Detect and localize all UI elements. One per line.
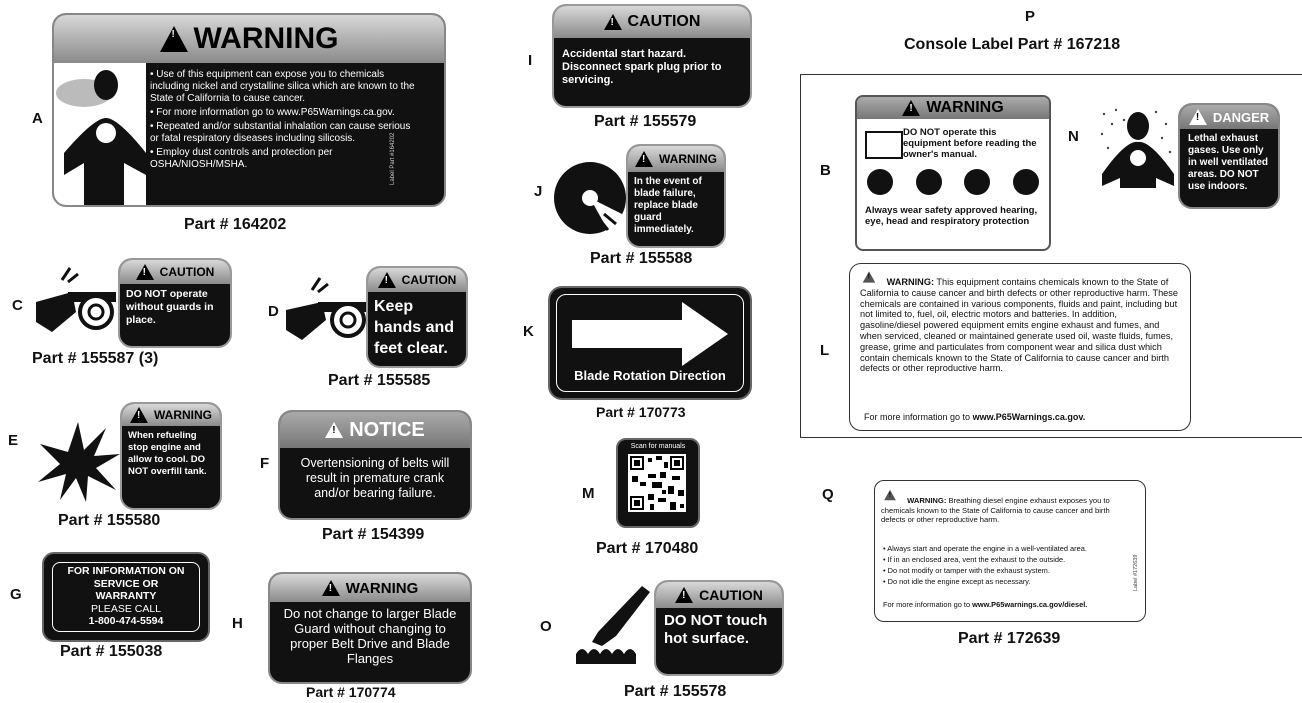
- decal-h-header-text: WARNING: [345, 579, 419, 597]
- decal-b-header-text: WARNING: [926, 99, 1004, 116]
- label-letter-m: M: [582, 485, 595, 502]
- decal-l-url: www.P65Warnings.ca.gov.: [972, 412, 1086, 422]
- decal-j-text: In the event of blade failure, replace blade guard immediately.: [634, 176, 702, 235]
- decal-b-text2: Always wear safety approved hearing, eye, head and respiratory protection: [865, 205, 1038, 227]
- decal-d-text: Keep hands and feet clear.: [374, 298, 455, 357]
- caution-triangle-icon: [136, 264, 154, 280]
- decal-j-warning: [626, 144, 726, 248]
- decal-i-header-text: CAUTION: [627, 13, 701, 30]
- label-letter-n: N: [1068, 128, 1079, 145]
- decal-g-service-info: [42, 552, 210, 642]
- decal-i-caution: [552, 4, 752, 108]
- guard-entanglement-icon: [32, 262, 118, 342]
- label-letter-b: B: [820, 162, 831, 179]
- decal-e-header-text: WARNING: [154, 408, 212, 422]
- hot-surface-hand-icon: [572, 584, 658, 666]
- eye-protection-icon: [916, 169, 942, 195]
- decal-b-warning: [855, 95, 1051, 251]
- decal-a-bullet: • For more information go to www.P65Warnings.ca.gov.: [150, 107, 395, 118]
- decal-o-header: [656, 582, 782, 608]
- label-letter-k: K: [523, 323, 534, 340]
- decal-j-header: [628, 146, 724, 172]
- decal-q-diesel-warning: [874, 480, 1146, 622]
- decal-h-warning: [268, 572, 472, 684]
- decal-i-header: [554, 6, 750, 38]
- decal-l-lead: WARNING:: [886, 277, 935, 287]
- decal-d-header: [368, 268, 466, 292]
- part-number-g: Part # 155038: [60, 643, 163, 660]
- decal-o-header-text: CAUTION: [699, 587, 763, 603]
- decal-a-header: [54, 15, 444, 63]
- warning-triangle-icon: [322, 580, 340, 596]
- decal-m-scan-text: Scan for manuals: [630, 443, 686, 450]
- decal-q-side-label: Label #172639: [1133, 554, 1139, 591]
- decal-e-header: [122, 404, 220, 426]
- decal-k-text: Blade Rotation Direction: [574, 368, 726, 383]
- decal-a-warning: [52, 13, 446, 207]
- part-number-c: Part # 155587 (3): [32, 350, 159, 367]
- label-letter-l: L: [820, 342, 830, 359]
- decal-a-header-text: WARNING: [193, 22, 339, 55]
- blade-failure-icon: [550, 158, 630, 238]
- label-letter-c: C: [12, 297, 23, 314]
- decal-o-text: DO NOT touch hot surface.: [664, 612, 768, 647]
- part-number-e: Part # 155580: [58, 512, 161, 529]
- warning-triangle-icon: [902, 100, 920, 116]
- part-number-q: Part # 172639: [958, 630, 1061, 647]
- decal-c-text: DO NOT operate without guards in place.: [126, 288, 214, 326]
- decal-f-text: Overtensioning of belts will result in premature crank and/or bearing failure.: [300, 456, 450, 500]
- warning-triangle-icon: [884, 490, 896, 500]
- decal-b-text1: DO NOT operate this equipment before reading the owner's manual.: [903, 127, 1037, 160]
- decal-l-more: For more information go to: [864, 412, 971, 422]
- part-number-a: Part # 164202: [184, 216, 287, 233]
- part-number-k: Part # 170773: [596, 404, 686, 420]
- qr-code-icon: [628, 454, 686, 512]
- decal-c-header: [120, 260, 230, 284]
- respiratory-protection-icon: [1013, 169, 1039, 195]
- label-letter-o: O: [540, 618, 552, 635]
- decal-g-line1: FOR INFORMATION ON: [67, 565, 185, 577]
- decal-a-bullet: • Use of this equipment can expose you to chemicals including nickel and crystalline silica which are known to the State of California to cause cancer.: [150, 69, 415, 104]
- console-label-title: Console Label Part # 167218: [904, 36, 1121, 53]
- decal-q-bullet: • Do not modify or tamper with the exhaust system.: [883, 566, 1050, 575]
- warning-triangle-icon: [863, 271, 876, 282]
- decal-j-header-text: WARNING: [659, 152, 717, 166]
- decal-o-caution: [654, 580, 784, 676]
- label-letter-i: I: [528, 52, 533, 69]
- decal-l-prop65: [849, 263, 1191, 431]
- decal-n-text: Lethal exhaust gases. Use only in well ventilated areas. DO NOT use indoors.: [1188, 133, 1269, 192]
- part-number-d: Part # 155585: [328, 372, 431, 389]
- part-number-o: Part # 155578: [624, 683, 727, 700]
- label-letter-d: D: [268, 303, 279, 320]
- decal-g-line3: WARRANTY: [95, 590, 157, 602]
- caution-triangle-icon: [604, 14, 622, 30]
- label-letter-j: J: [534, 183, 543, 200]
- decal-q-bullet: • If in an enclosed area, vent the exhaust to the outside.: [883, 555, 1066, 564]
- decal-q-more: For more information go to: [883, 600, 971, 609]
- decal-g-line4: PLEASE CALL: [90, 602, 162, 615]
- decal-a-bullet: • Employ dust controls and protection per OSHA/NIOSH/MSHA.: [150, 147, 333, 170]
- decal-g-phone: 1-800-474-5594: [88, 615, 164, 627]
- label-letter-a: A: [32, 110, 43, 127]
- decal-n-header: [1180, 105, 1278, 129]
- manual-book-icon: [865, 131, 903, 159]
- head-protection-icon: [964, 169, 990, 195]
- decal-i-text: Accidental start hazard. Disconnect spark plug prior to servicing.: [562, 48, 722, 86]
- decal-n-danger: [1178, 103, 1280, 209]
- decal-a-side-label: Label Part #164202: [390, 132, 396, 185]
- decal-f-header: [280, 412, 470, 448]
- warning-triangle-icon: [130, 407, 148, 423]
- notice-triangle-icon: [325, 422, 343, 438]
- decal-h-header: [270, 574, 470, 602]
- inhalation-person-icon: [54, 63, 146, 205]
- hearing-protection-icon: [867, 169, 893, 195]
- decal-q-body: Breathing diesel engine exhaust exposes you to chemicals known to the State of California to cause cancer and birth defects or other reproductive harm.: [881, 496, 1110, 524]
- decal-k-blade-rotation: [548, 286, 752, 400]
- warning-triangle-icon: [160, 26, 188, 52]
- decal-q-lead: WARNING:: [907, 496, 947, 505]
- decal-f-header-text: NOTICE: [349, 418, 425, 441]
- exhaust-inhalation-icon: [1096, 104, 1176, 188]
- decal-g-line2: SERVICE OR: [93, 577, 159, 590]
- decal-f-notice: [278, 410, 472, 520]
- decal-c-header-text: CAUTION: [159, 265, 215, 279]
- decal-q-url: www.P65warnings.ca.gov/diesel.: [972, 600, 1088, 609]
- label-letter-g: G: [10, 586, 22, 603]
- decal-e-text: When refueling stop engine and allow to cool. DO NOT overfill tank.: [128, 430, 207, 477]
- guard-entanglement-icon: [282, 276, 368, 346]
- label-letter-h: H: [232, 615, 243, 632]
- explosion-icon: [36, 420, 120, 502]
- decal-a-bullet: • Repeated and/or substantial inhalation can cause serious or fatal respiratory diseases including silicosis.: [150, 121, 411, 144]
- decal-m-qr: [616, 438, 700, 528]
- part-number-h: Part # 170774: [306, 684, 396, 700]
- part-number-j: Part # 155588: [590, 250, 693, 267]
- part-number-m: Part # 170480: [596, 540, 699, 557]
- decal-n-header-text: DANGER: [1212, 109, 1270, 125]
- warning-triangle-icon: [635, 151, 653, 167]
- decal-l-body: This equipment contains chemicals known to the State of California to cause cancer and birth defects or other reproductive harm. These chemicals are contained in various components, fluids and paint, including but not limited to, fuel, oil, electric motors and batteries. In addition, gasoline/diesel powered equipment emits engine exhaust and fumes, and when serviced, cleaned or maintained generate used oil, waste fluids, fumes, grease, grime and particulates from component wear and silica dust which contain chemicals known to the State of California to cause cancer and birth defects or other reproductive harm.: [860, 277, 1178, 374]
- decal-q-bullet: • Always start and operate the engine in a well-ventilated area.: [883, 544, 1087, 553]
- decal-c-caution: [118, 258, 232, 348]
- decal-h-text: Do not change to larger Blade Guard without changing to proper Belt Drive and Blade Flanges: [283, 606, 457, 666]
- label-letter-f: F: [260, 455, 270, 472]
- decal-b-header: [857, 97, 1049, 119]
- label-letter-q: Q: [822, 486, 834, 503]
- decal-d-header-text: CAUTION: [401, 273, 457, 287]
- decal-q-bullet: • Do not idle the engine except as necessary.: [883, 577, 1031, 586]
- caution-triangle-icon: [378, 272, 396, 288]
- danger-triangle-icon: [1189, 109, 1207, 125]
- label-letter-e: E: [8, 432, 19, 449]
- part-number-f: Part # 154399: [322, 526, 425, 543]
- label-letter-p: P: [1025, 8, 1036, 25]
- decal-d-caution: [366, 266, 468, 368]
- part-number-i: Part # 155579: [594, 113, 697, 130]
- caution-triangle-icon: [675, 587, 693, 603]
- decal-e-warning: [120, 402, 222, 510]
